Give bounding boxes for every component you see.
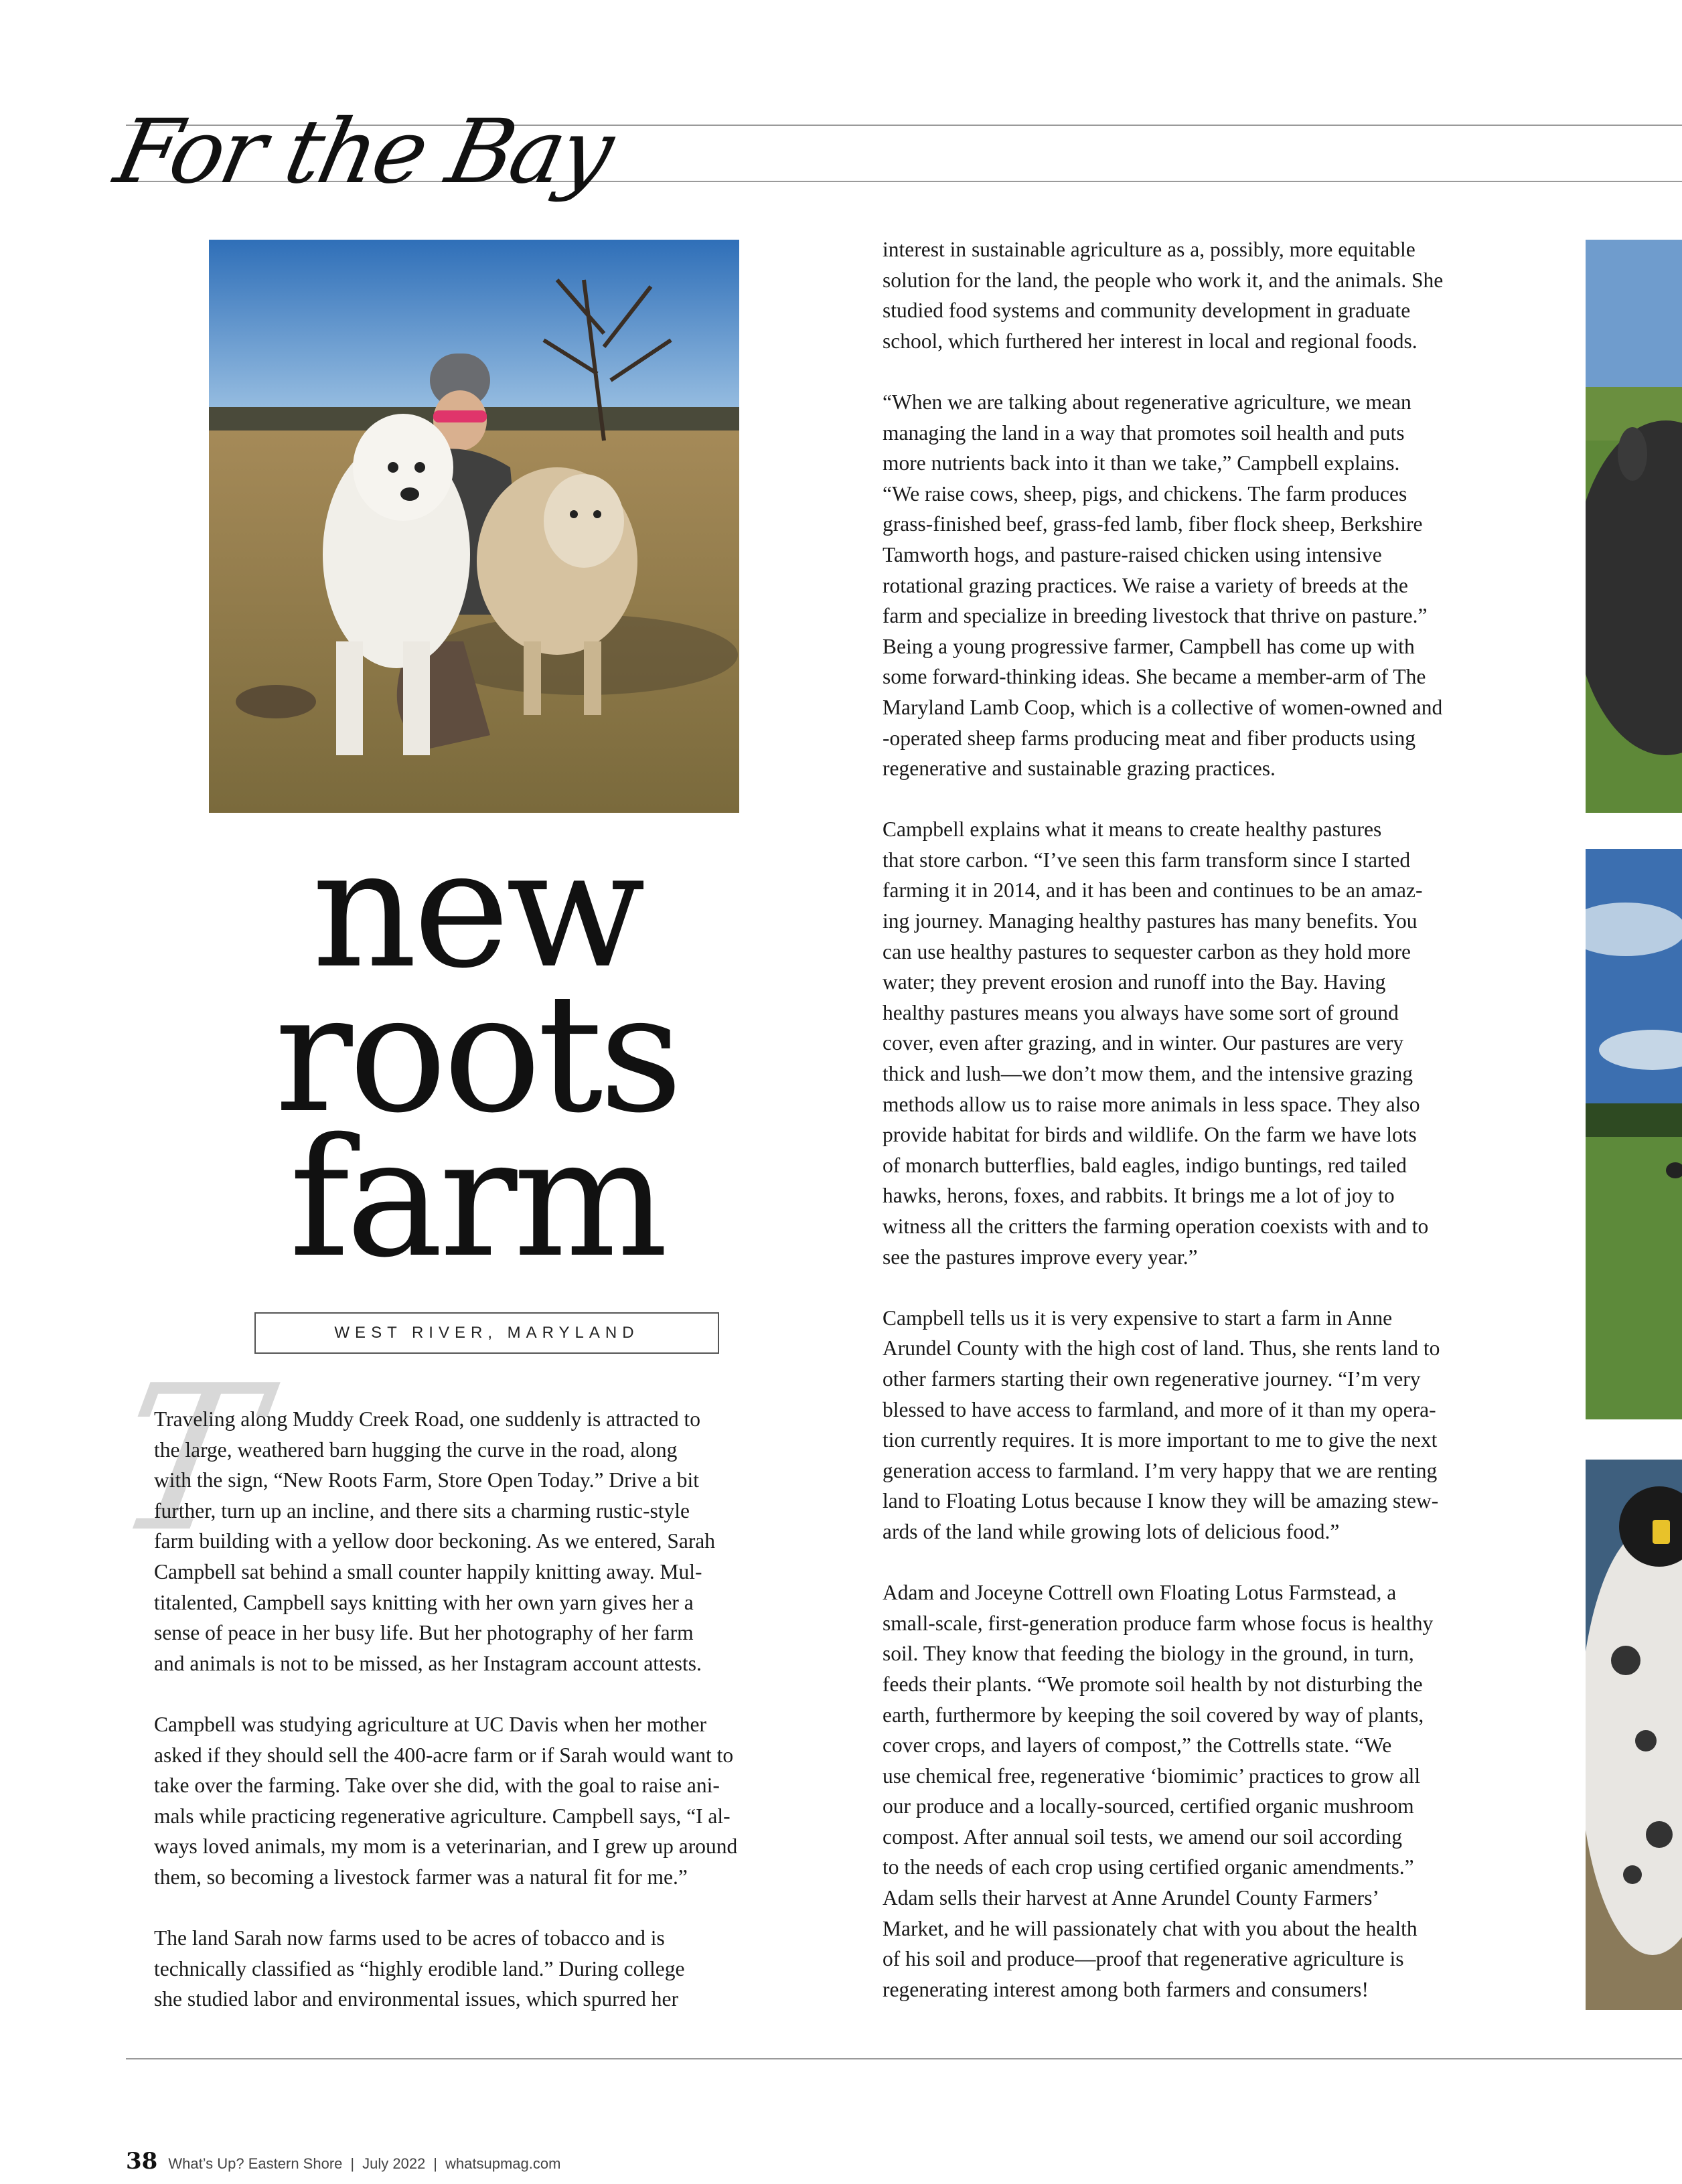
paragraph: “When we are talking about regenerative agriculture, we mean managing the land in a way that promotes soil health and puts more nutrients back into it than we take,” Campbell explains. “We raise cows, sheep, pigs, and chickens. The farm produces grass-finished beef, grass-fed lamb, fiber flock sheep, Berkshire Tamworth hogs, and pasture-raised chicken using intensive rotational grazing practices. We raise a variety of breeds at the farm and specialize in breeding livestock that thrive on pasture.” Being a young progressive farmer, Campbell has come up with some forward-thinking ideas. She became a member-arm of The Maryland Lamb Coop, which is a collective of women-owned and -operated sheep farms producing meat and fiber products using regenerative and sustainable grazing practices. <box>883 390 1443 781</box>
paragraph: Adam and Joceyne Cottrell own Floating Lotus Farmstead, a small-scale, first-generation produce farm whose focus is healthy soil. They know that feeding the biology in the ground, in turn, feeds their plants. “We promote soil health by not disturbing the earth, furthermore by keeping the soil covered by way of plants, cover crops, and layers of compost,” the Cottrells state. “We use chemical free, regenerative ‘biomimic’ practices to grow all our produce and a locally-sourced, certified organic mushroom compost. After annual soil tests, we amend our soil according to the needs of each crop using certified organic amendments.” Adam sells their harvest at Anne Arundel County Farmers’ Market, and he will passionately chat with you about the health of his soil and produce—proof that regenerative agriculture is regenerating interest among both farmers and consumers! <box>883 1581 1434 2001</box>
pig-pasture-photo <box>1586 240 1682 813</box>
section-label: For the Bay <box>106 100 620 204</box>
page-number: 38 <box>126 2148 158 2175</box>
headline-line-2: roots <box>275 959 679 1149</box>
headline-line-3: farm <box>289 1103 664 1294</box>
farmer-with-dog-and-sheep-photo <box>209 240 739 813</box>
paragraph: Traveling along Muddy Creek Road, one suddenly is attracted to the large, weathered barn hugging the curve in the road, along with the sign, “New Roots Farm, Store Open Today.” Drive a bit further, turn up an incline, and there sits a charming rustic-style farm building with a yellow door beckoning. As we entered, Sarah Campbell sat behind a small counter happily knitting away. Mul- titalented, Campbell says knitting with her own yarn gives her a sense of peace in her busy life. But her photography of her farm and animals is not to be missed, as her Instagram account attests. <box>154 1407 716 1675</box>
cows-field-photo <box>1586 849 1682 1419</box>
footer-separator: | <box>433 2155 438 2172</box>
footer-separator: | <box>350 2155 355 2172</box>
location-label: WEST RIVER, MARYLAND <box>254 1312 719 1354</box>
publication-name: What’s Up? Eastern Shore <box>168 2155 343 2172</box>
issue-date: July 2022 <box>362 2155 426 2172</box>
headline-line-1: new <box>311 814 642 1004</box>
paragraph: interest in sustainable agriculture as a, possibly, more equitable solution for the land, the people who work it, and the animals. She studied food systems and community development in graduate school, which furthered her interest in local and regional foods. <box>883 238 1444 353</box>
paragraph: Campbell was studying agriculture at UC Davis when her mother asked if they should sell the 400-acre farm or if Sarah would want to take over the farming. Take over she did, with the goal to raise ani- mals while practicing regenerative agriculture. Campbell says, “I al- ways loved animals, my mom is a veterinarian, and I grew up around them, so becoming a livestock farmer was a natural fit for me.” <box>154 1712 738 1889</box>
drop-cap: T <box>100 1342 275 1576</box>
paragraph: Campbell tells us it is very expensive to start a farm in Anne Arundel County with the high cost of land. Thus, she rents land to other farmers starting their own regenerative journey. “I’m very blessed to have access to farmland, and more of it than my opera- tion currently requires. It is more important to me to give the next generation access to farmland. I’m very happy that we are renting land to Floating Lotus because I know they will be amazing stew- ards of the land while growing lots of delicious food.” <box>883 1306 1440 1543</box>
page-footer <box>126 2148 560 2175</box>
footer-rule <box>126 2058 1682 2059</box>
website-link[interactable]: whatsupmag.com <box>445 2155 561 2172</box>
cow-closeup-photo <box>1586 1460 1682 2010</box>
paragraph: Campbell explains what it means to create healthy pastures that store carbon. “I’ve seen this farm transform since I started farming it in 2014, and it has been and continues to be an amaz- ing journey. Managing healthy pastures has many benefits. You can use healthy pastures to sequester carbon as they hold more water; they prevent erosion and runoff into the Bay. Having healthy pastures means you always have some sort of ground cover, even after grazing, and in winter. Our pastures are very thick and lush—we don’t mow them, and the intensive grazing methods allow us to raise more animals in less space. They also provide habitat for birds and wildlife. On the farm we have lots of monarch butterflies, bald eagles, indigo buntings, red tailed hawks, herons, foxes, and rabbits. It brings me a lot of joy to witness all the critters the farming operation coexists with and to see the pastures improve every year.” <box>883 817 1429 1269</box>
article-headline <box>209 814 745 1294</box>
body-column-right <box>883 234 1552 2005</box>
body-column-left <box>154 1404 804 2015</box>
paragraph: The land Sarah now farms used to be acres of tobacco and is technically classified as “highly erodible land.” During college she studied labor and environmental issues, which spurred her <box>154 1926 685 2011</box>
